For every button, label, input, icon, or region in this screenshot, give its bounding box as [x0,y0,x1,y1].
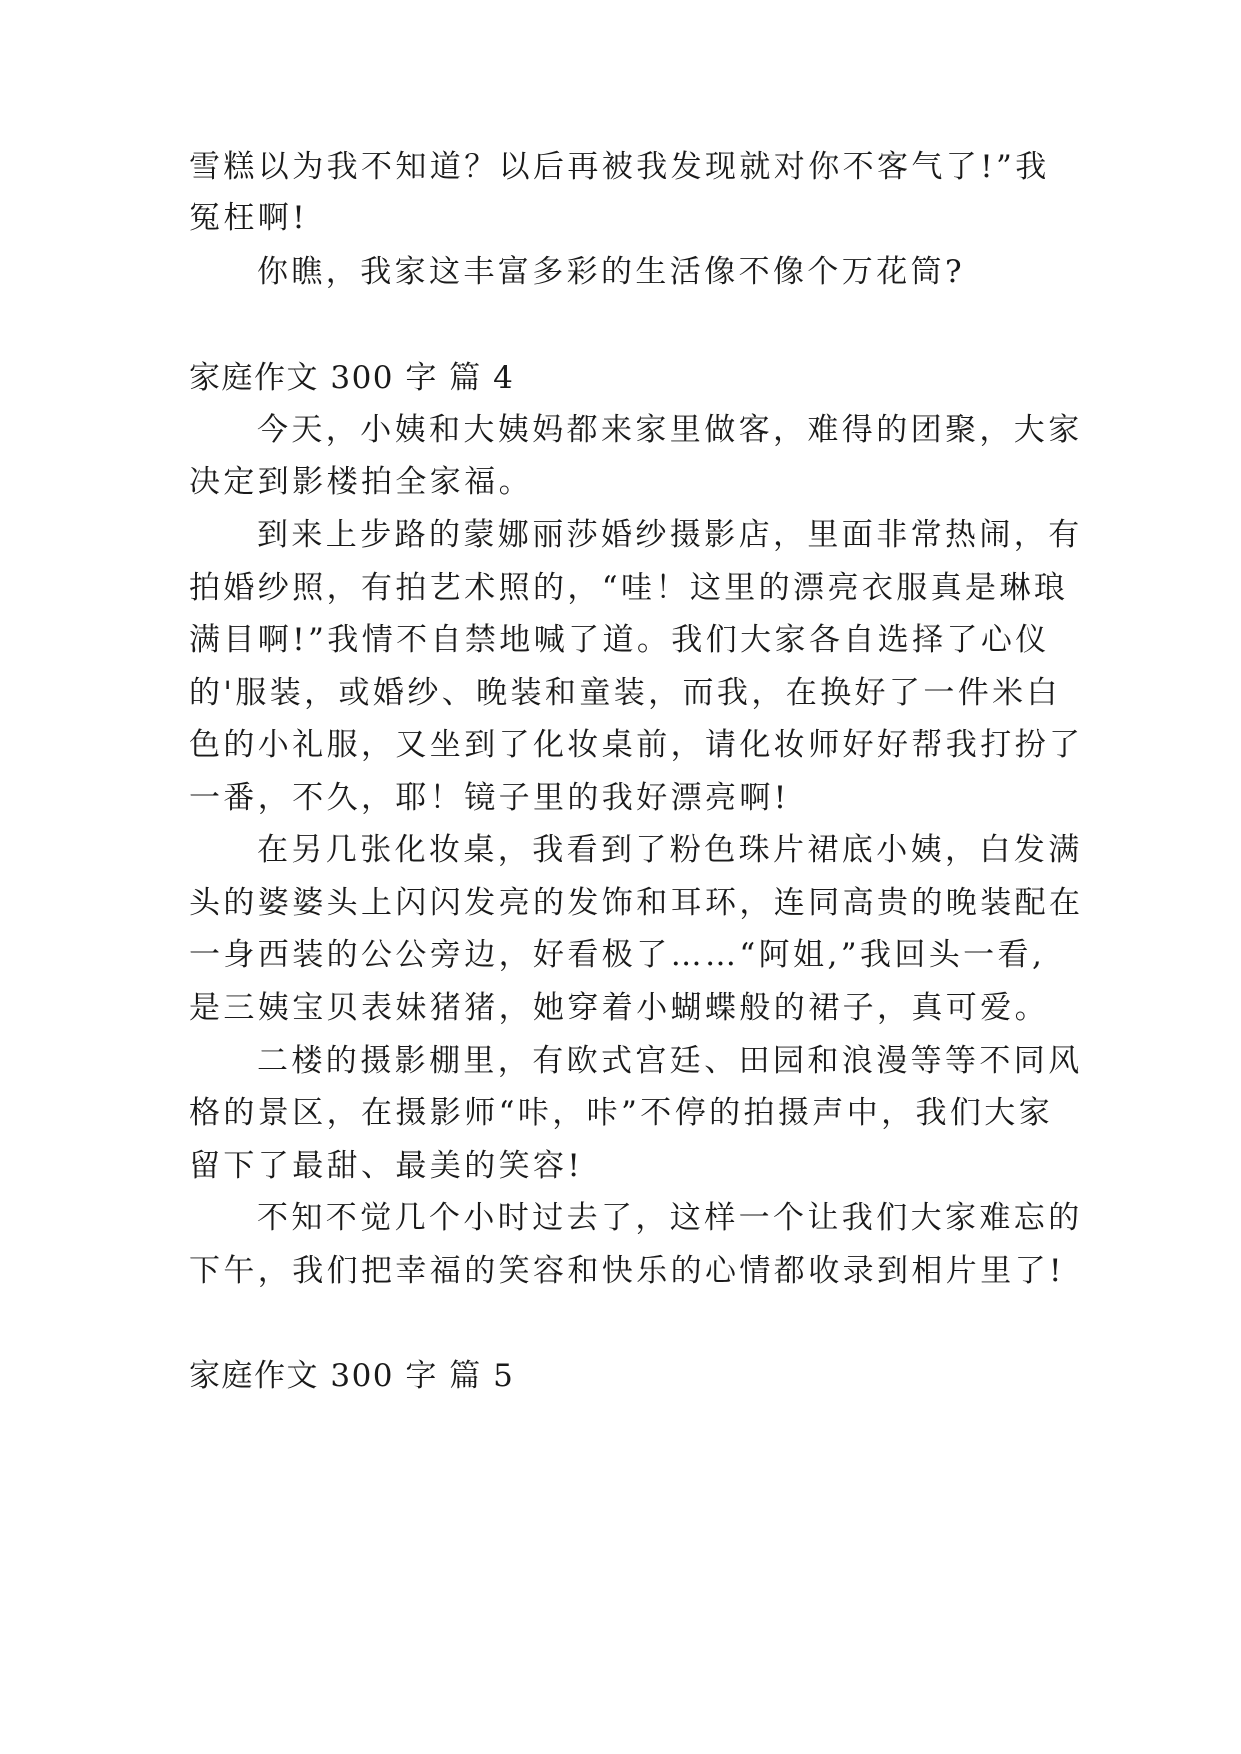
s4-p2-line-2: 拍婚纱照，有拍艺术照的，“哇！这里的漂亮衣服真是琳琅 [189,570,1069,606]
section-4-heading: 家庭作文 300 字 篇 4 [189,360,515,396]
s4-p2-line-3: 满目啊!”我情不自禁地喊了道。我们大家各自选择了心仪 [189,622,1050,658]
s4-p2-line-1: 到来上步路的蒙娜丽莎婚纱摄影店，里面非常热闹，有 [257,517,1083,553]
s4-p3-line-1: 在另几张化妆桌，我看到了粉色珠片裙底小姨，白发满 [257,832,1083,868]
s4-p4-line-2: 格的景区，在摄影师“咔，咔”不停的拍摄声中，我们大家 [189,1095,1054,1131]
s4-p1-line-2: 决定到影楼拍全家福。 [189,464,533,500]
s4-p2-line-4: 的'服装，或婚纱、晚装和童装，而我，在换好了一件米白 [189,675,1061,711]
s4-p3-line-3: 一身西装的公公旁边，好看极了……“阿姐,”我回头一看, [189,937,1046,973]
s4-p5-line-2: 下午，我们把幸福的笑容和快乐的心情都收录到相片里了! [189,1253,1065,1289]
s4-p3-line-2: 头的婆婆头上闪闪发亮的发饰和耳环，连同高贵的晚装配在 [189,885,1084,921]
s4-p3-line-4: 是三姨宝贝表妹猪猪，她穿着小蝴蝶般的裙子，真可爱。 [189,990,1049,1026]
s4-p1-line-1: 今天，小姨和大姨妈都来家里做客，难得的团聚，大家 [257,412,1083,448]
s4-p4-line-1: 二楼的摄影棚里，有欧式宫廷、田园和浪漫等等不同风 [257,1043,1083,1079]
continuation-line-1: 雪糕以为我不知道？以后再被我发现就对你不客气了!”我 [189,149,1050,185]
closing-sentence: 你瞧，我家这丰富多彩的生活像不像个万花筒? [257,254,966,290]
s4-p2-line-6: 一番，不久，耶！镜子里的我好漂亮啊! [189,780,790,816]
continuation-line-2: 冤枉啊! [189,200,309,236]
section-5-heading: 家庭作文 300 字 篇 5 [189,1358,515,1394]
s4-p4-line-3: 留下了最甜、最美的笑容! [189,1148,584,1184]
s4-p2-line-5: 色的小礼服，又坐到了化妆桌前，请化妆师好好帮我打扮了 [189,727,1084,763]
s4-p5-line-1: 不知不觉几个小时过去了，这样一个让我们大家难忘的 [257,1200,1083,1236]
